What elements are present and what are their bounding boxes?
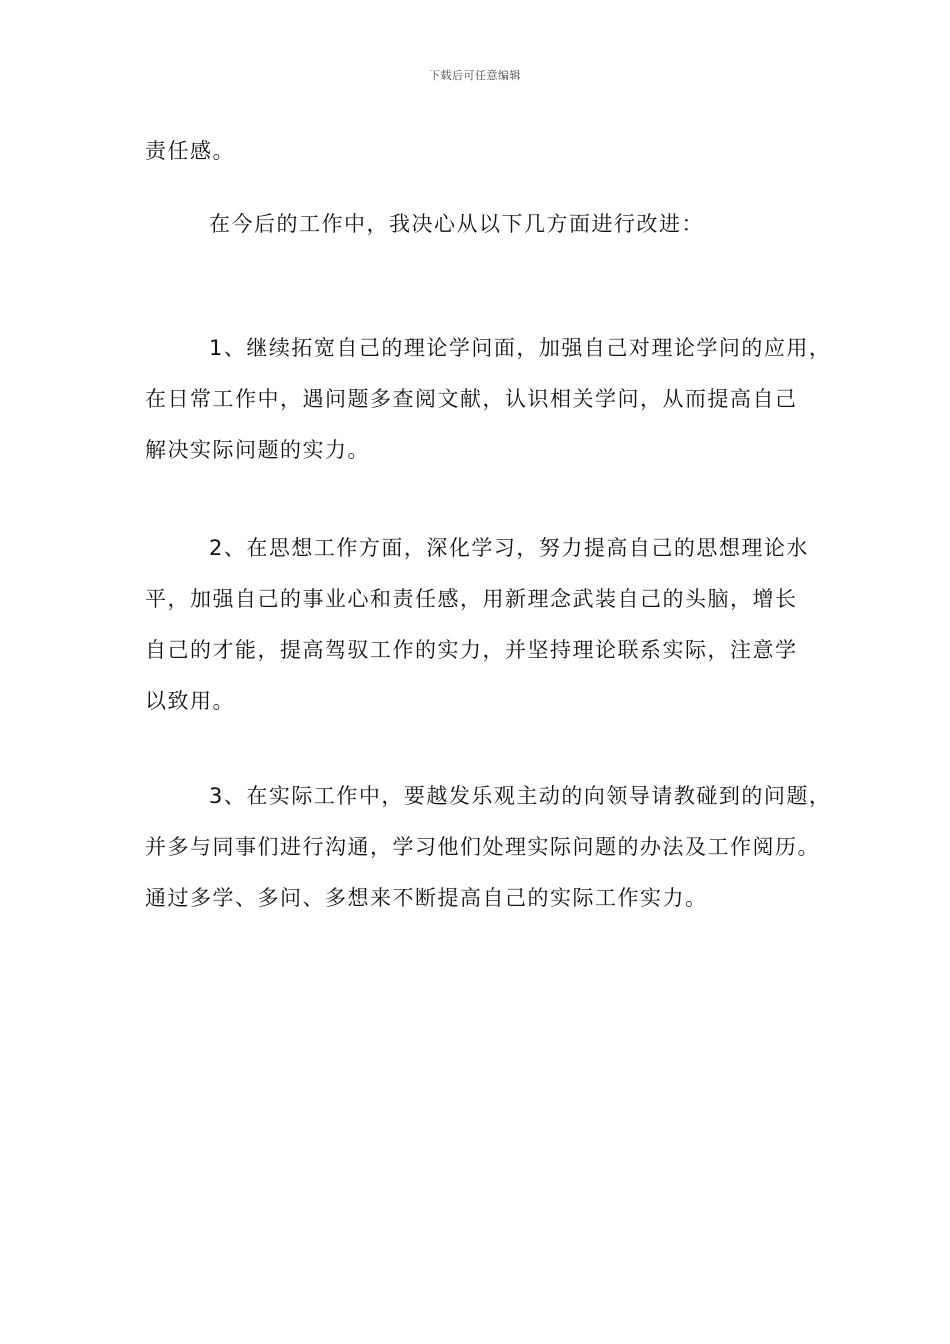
- paragraph-line: 平，加强自己的事业心和责任感，用新理念武装自己的头脑，增长: [145, 587, 798, 611]
- paragraph-item-3: [145, 771, 835, 924]
- paragraph-line: 2、在思想工作方面，深化学习，努力提高自己的思想理论水: [209, 536, 809, 560]
- paragraph-item-2: [145, 523, 835, 727]
- page-header: 下载后可任意编辑: [429, 69, 521, 82]
- paragraph-line: 责任感。: [145, 139, 235, 163]
- paragraph-line: 3、在实际工作中，要越发乐观主动的向领导请教碰到的问题，: [209, 784, 832, 808]
- paragraph-intro: [145, 199, 835, 250]
- paragraph-line: 在日常工作中，遇问题多查阅文献，认识相关学问，从而提高自己: [145, 387, 798, 411]
- paragraph-line: 通过多学、多问、多想来不断提高自己的实际工作实力。: [145, 886, 708, 910]
- paragraph-line: 以致用。: [145, 689, 235, 713]
- paragraph-item-1: [145, 323, 835, 476]
- paragraph-line: 并多与同事们进行沟通，学习他们处理实际问题的办法及工作阅历。: [145, 835, 820, 859]
- paragraph-line: 自己的才能，提高驾驭工作的实力，并坚持理论联系实际，注意学: [145, 638, 798, 662]
- paragraph-line: 在今后的工作中，我决心从以下几方面进行改进：: [209, 212, 704, 236]
- paragraph-continuation: [145, 126, 835, 177]
- paragraph-line: 1、继续拓宽自己的理论学问面，加强自己对理论学问的应用，: [209, 336, 832, 360]
- paragraph-line: 解决实际问题的实力。: [145, 438, 370, 462]
